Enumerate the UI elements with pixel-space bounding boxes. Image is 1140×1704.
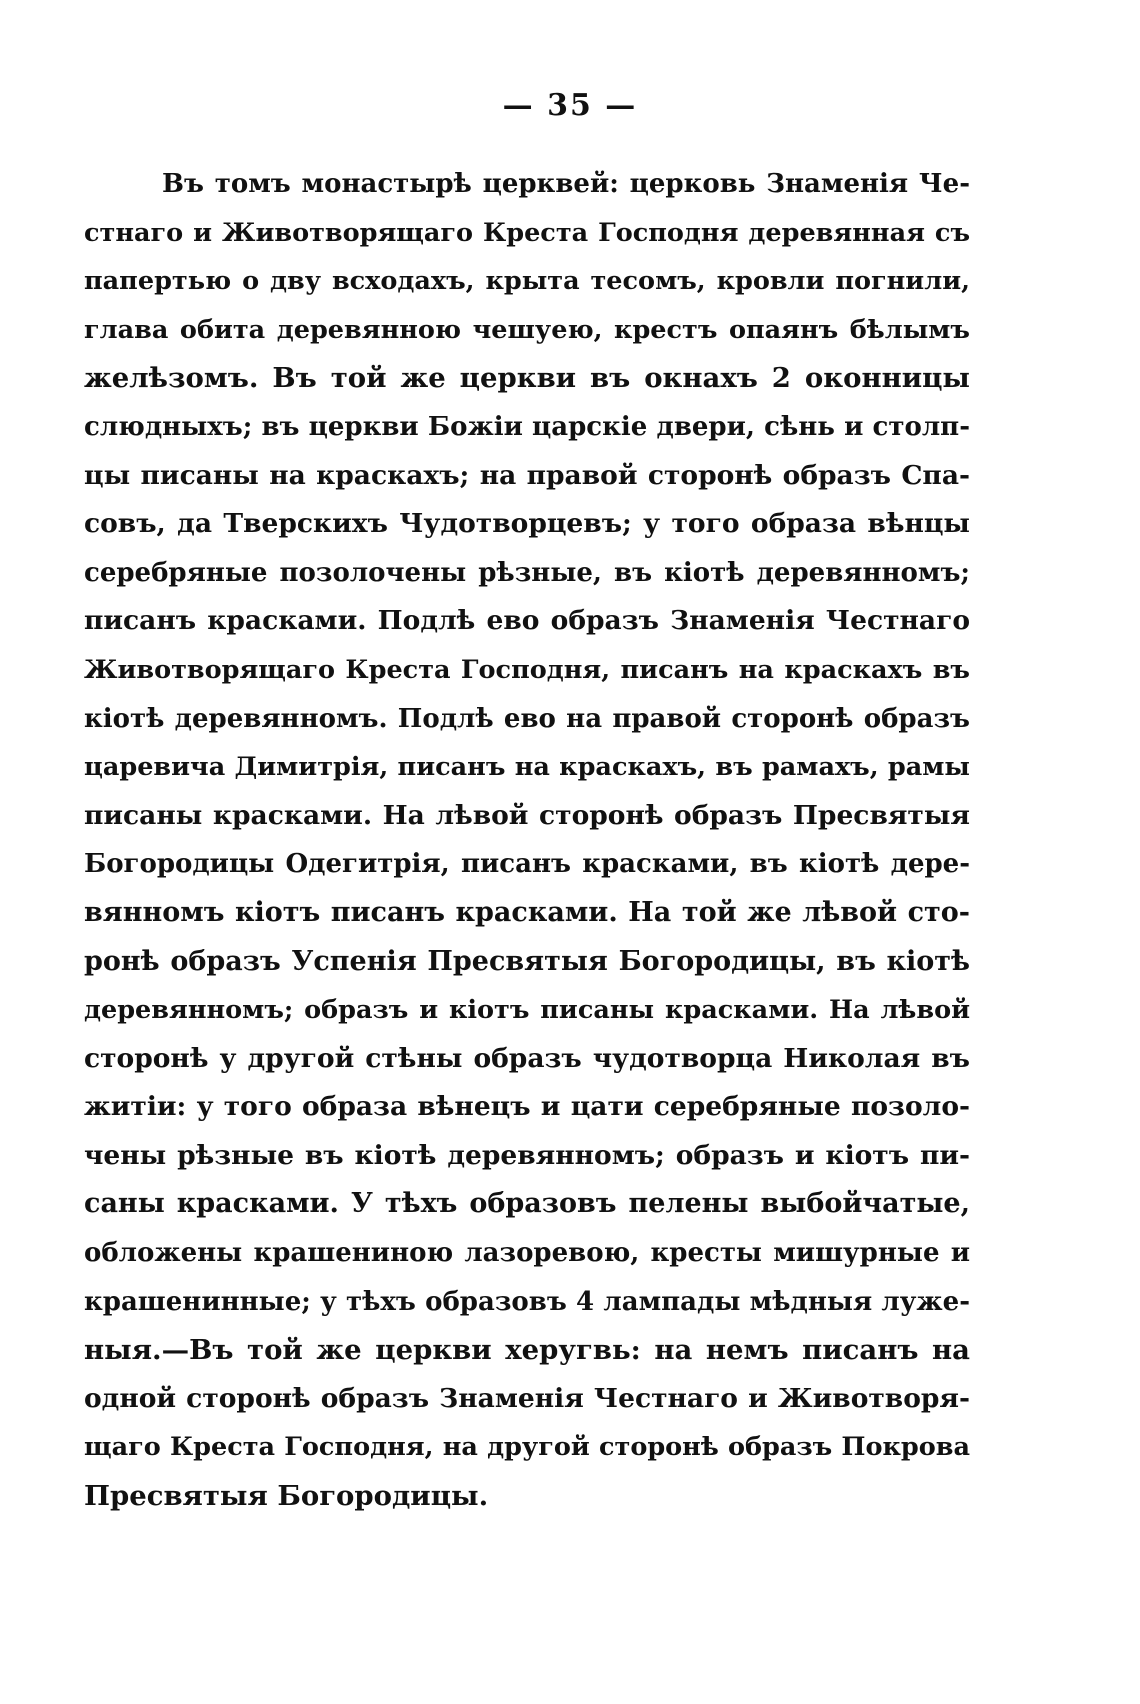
text-line: папертью о дву всходахъ, крыта тесомъ, кровли погнили, <box>84 266 970 297</box>
text-line: Въ томъ монастырѣ церквей: церковь Знаменія Че- <box>162 169 970 199</box>
text-line: Богородицы Одегитрія, писанъ красками, въ кіотѣ дере- <box>84 849 970 880</box>
text-line: стнаго и Животворящаго Креста Господня деревянная съ <box>84 217 970 248</box>
body-paragraph <box>84 160 970 1521</box>
text-line: совъ, да Тверскихъ Чудотворцевъ; у того образа вѣнцы <box>84 508 970 540</box>
text-line: ронѣ образъ Успенія Пресвятыя Богородицы, въ кіотѣ <box>84 945 970 977</box>
text-line: глава обита деревянною чешуею, крестъ опаянъ бѣлымъ <box>84 314 970 345</box>
text-line: крашенинные; у тѣхъ образовъ 4 лампады мѣдныя луже- <box>84 1286 970 1317</box>
text-line: цы писаны на краскахъ; на правой сторонѣ образъ Спа- <box>84 459 970 491</box>
text-line: одной сторонѣ образъ Знаменія Честнаго и Животворя- <box>84 1382 970 1414</box>
text-line: слюдныхъ; въ церкви Божіи царскіе двери, сѣнь и столп- <box>84 411 970 442</box>
text-line: Пресвятыя Богородицы. <box>84 1480 489 1513</box>
text-line: писанъ красками. Подлѣ ево образъ Знаменія Честнаго <box>84 605 970 637</box>
text-line: серебряные позолочены рѣзные, въ кіотѣ деревянномъ; <box>84 557 970 588</box>
text-line: вянномъ кіотъ писанъ красками. На той же лѣвой сто- <box>84 896 970 928</box>
text-line: Животворящаго Креста Господня, писанъ на краскахъ въ <box>84 654 970 685</box>
text-line: щаго Креста Господня, на другой сторонѣ образъ Покрова <box>84 1432 970 1463</box>
text-line: кіотѣ деревянномъ. Подлѣ ево на правой сторонѣ образъ <box>84 703 970 734</box>
text-line: писаны красками. На лѣвой сторонѣ образъ Пресвятыя <box>84 799 970 831</box>
text-line: сторонѣ у другой стѣны образъ чудотворца Николая въ <box>84 1042 970 1074</box>
text-line: желѣзомъ. Въ той же церкви въ окнахъ 2 оконницы <box>84 362 970 395</box>
text-line: обложены крашениною лазоревою, кресты мишурные и <box>84 1238 970 1269</box>
text-line: чены рѣзные въ кіотѣ деревянномъ; образъ и кіотъ пи- <box>84 1139 970 1171</box>
page-number: — 35 — <box>502 88 638 123</box>
text-line: царевича Димитрія, писанъ на краскахъ, въ рамахъ, рамы <box>84 752 970 783</box>
text-line: ныя.—Въ той же церкви херугвь: на немъ писанъ на <box>84 1334 970 1367</box>
text-line: деревянномъ; образъ и кіотъ писаны красками. На лѣвой <box>84 995 970 1026</box>
text-line: житіи: у того образа вѣнецъ и цати серебряные позоло- <box>84 1091 970 1123</box>
text-line: саны красками. У тѣхъ образовъ пелены выбойчатые, <box>84 1188 970 1220</box>
